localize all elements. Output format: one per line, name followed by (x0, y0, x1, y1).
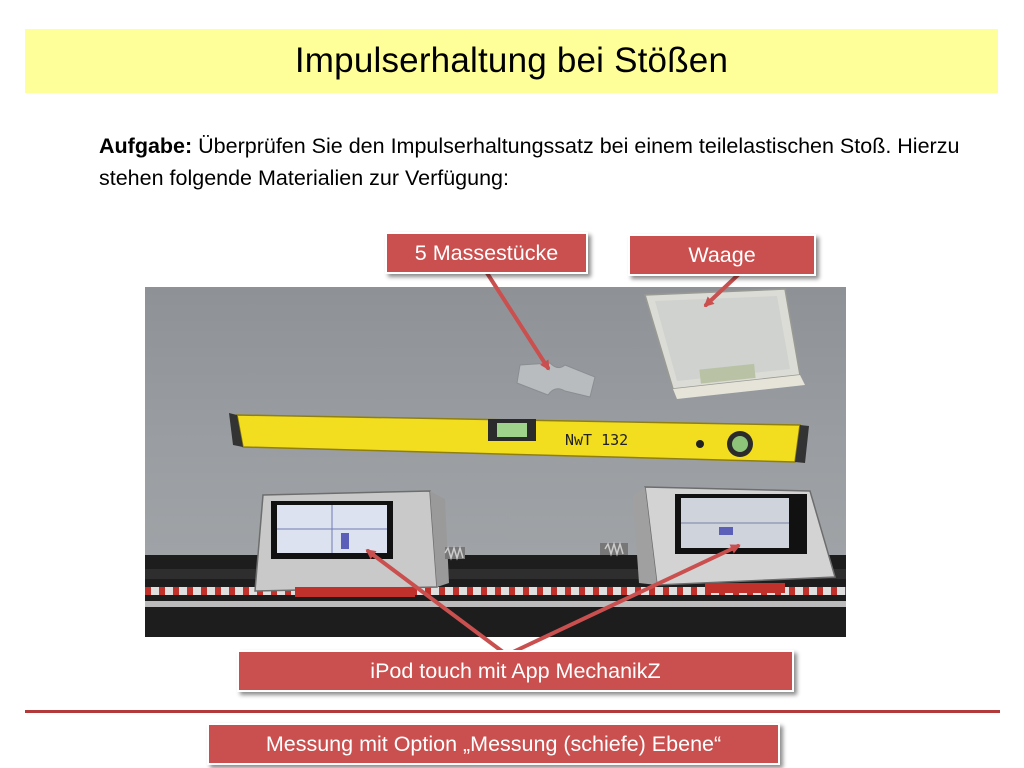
callout-ipod (237, 650, 794, 692)
equipment-illustration (145, 287, 846, 637)
scale-device (645, 289, 805, 399)
divider-line (25, 710, 1000, 713)
title-bar (25, 29, 998, 93)
task-description (99, 130, 979, 194)
callout-ipod-label: iPod touch mit App MechanikZ (370, 658, 661, 683)
right-cart (633, 487, 835, 593)
callout-measurement (207, 723, 780, 765)
callout-masses-label: 5 Massestücke (414, 240, 559, 265)
task-text: Überprüfen Sie den Impulserhaltungssatz bei einem teilelastischen Stoß. Hierzu stehen folgende Materialien zur Verfügung: (99, 134, 960, 190)
callout-scale-label: Waage (688, 242, 756, 267)
left-spring (445, 547, 465, 559)
mass-piece (517, 363, 595, 397)
callout-measurement-label: Messung mit Option „Messung (schiefe) Ebene“ (265, 731, 722, 756)
left-cart (255, 491, 449, 597)
slide-title: Impulserhaltung bei Stößen (294, 41, 729, 80)
task-label: Aufgabe: (99, 134, 193, 158)
spirit-level (229, 413, 809, 463)
right-spring (600, 543, 628, 555)
equipment-photo (145, 287, 846, 637)
callout-scale (628, 234, 816, 276)
callout-masses (385, 232, 588, 274)
level-marking: NwT 132 (565, 431, 629, 449)
